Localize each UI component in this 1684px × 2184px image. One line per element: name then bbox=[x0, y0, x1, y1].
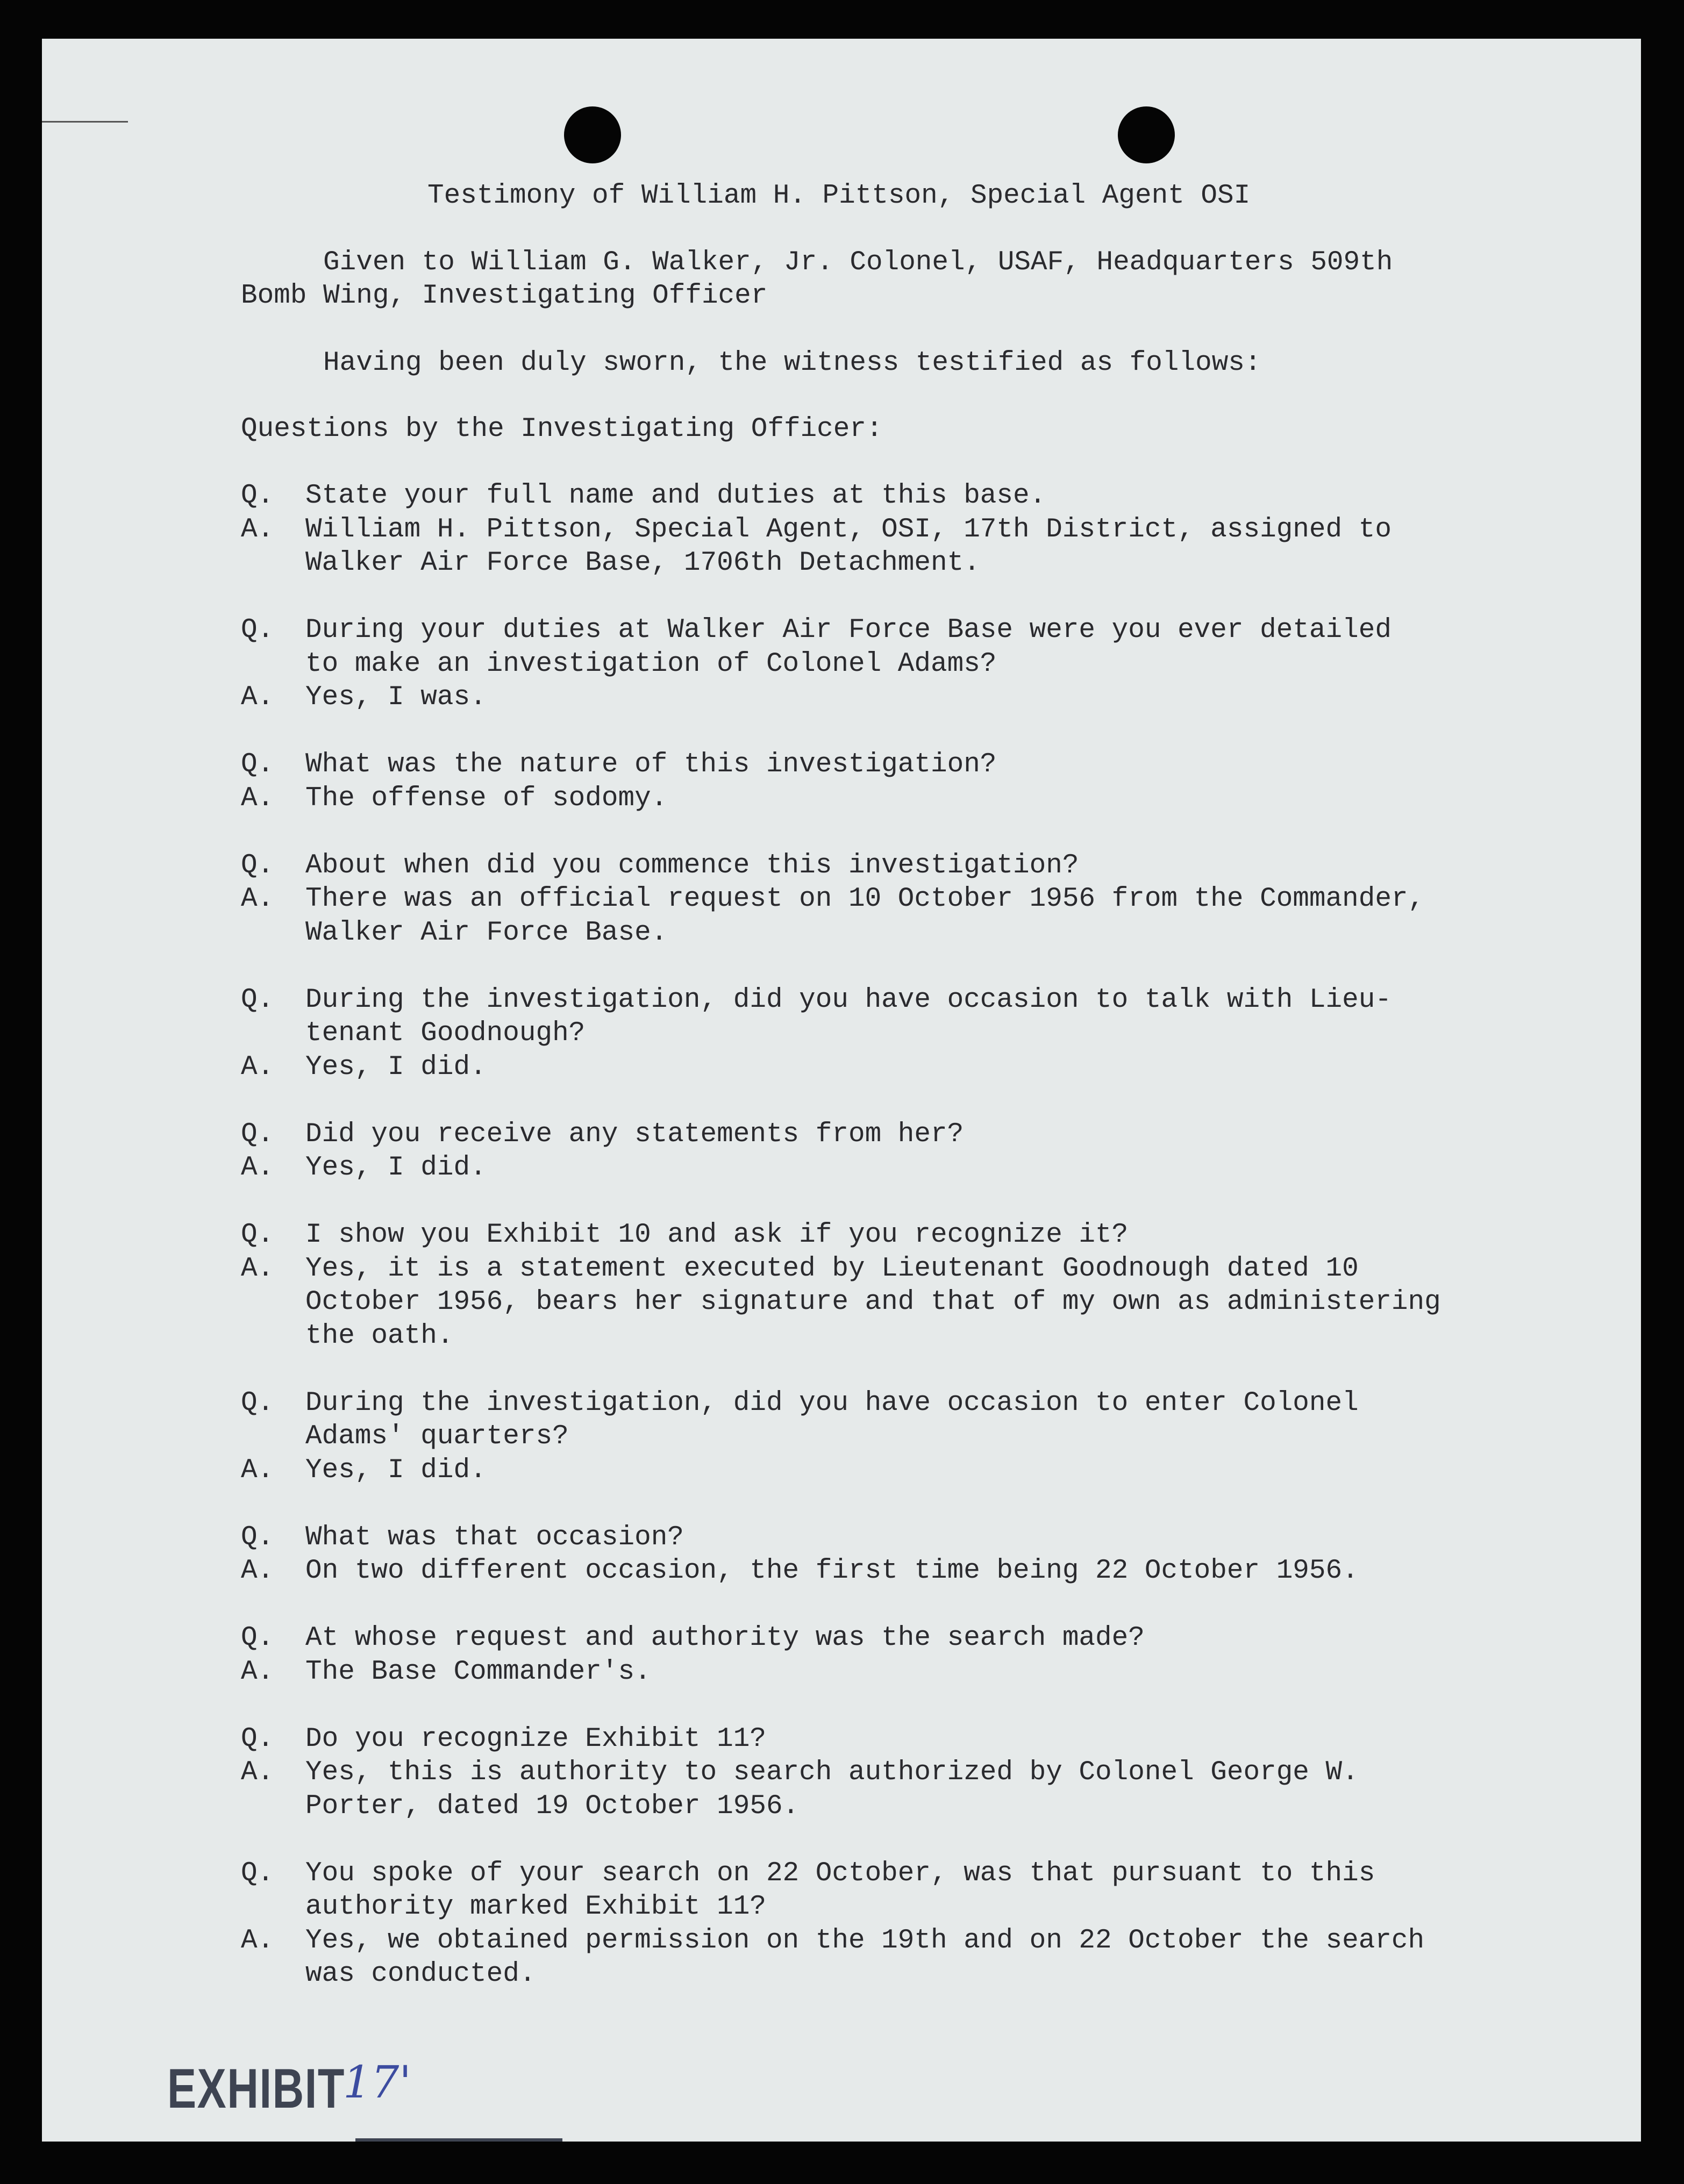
question-label: Q. bbox=[241, 1623, 274, 1653]
qa-pair bbox=[241, 1521, 1531, 1622]
question-text: During the investigation, did you have occasion to talk with Lieu- tenant Goodnough? bbox=[305, 984, 1392, 1049]
qa-pair bbox=[241, 1857, 1531, 1992]
exhibit-underline bbox=[355, 2138, 562, 2142]
sworn-statement: Having been duly sworn, the witness testified as follows: bbox=[241, 348, 1261, 378]
document-page bbox=[42, 39, 1641, 2142]
answer-label: A. bbox=[241, 884, 274, 914]
punch-hole bbox=[564, 106, 621, 163]
answer-text: Yes, we obtained permission on the 19th and on 22 October the search was conducted. bbox=[305, 1925, 1425, 1989]
answer-row bbox=[241, 782, 1531, 816]
answer-label: A. bbox=[241, 1556, 274, 1586]
answer-text: Yes, I was. bbox=[305, 682, 487, 713]
qa-pair bbox=[241, 614, 1531, 748]
given-to-line-1: Given to William G. Walker, Jr. Colonel, USAF, Headquarters 509th bbox=[241, 247, 1393, 278]
question-row bbox=[241, 1521, 1531, 1555]
exhibit-stamp: EXHIBIT bbox=[167, 2058, 345, 2120]
answer-row bbox=[241, 1555, 1531, 1588]
spacer bbox=[241, 950, 1531, 984]
answer-text: Yes, this is authority to search authorized by Colonel George W. Porter, dated 19 October 1956. bbox=[305, 1757, 1359, 1822]
question-text: You spoke of your search on 22 October, was that pursuant to this authority marked Exhibit 11? bbox=[305, 1858, 1375, 1922]
punch-hole bbox=[1118, 106, 1175, 163]
spacer bbox=[241, 1185, 1531, 1219]
answer-row bbox=[241, 681, 1531, 715]
document-title: Testimony of William H. Pittson, Special Agent OSI bbox=[427, 181, 1251, 211]
spacer bbox=[241, 1487, 1531, 1521]
answer-label: A. bbox=[241, 783, 274, 814]
qa-pair bbox=[241, 1118, 1531, 1219]
question-label: Q. bbox=[241, 749, 274, 780]
question-text: What was that occasion? bbox=[305, 1522, 684, 1553]
spacer bbox=[241, 581, 1531, 614]
question-row bbox=[241, 1857, 1531, 1924]
spacer bbox=[241, 1084, 1531, 1118]
answer-row bbox=[241, 1924, 1531, 1992]
question-row bbox=[241, 849, 1531, 883]
answer-text: There was an official request on 10 October 1956 from the Commander, Walker Air Force Base. bbox=[305, 884, 1425, 948]
qa-pair bbox=[241, 984, 1531, 1118]
qa-pair bbox=[241, 1723, 1531, 1857]
question-label: Q. bbox=[241, 850, 274, 881]
answer-text: Yes, I did. bbox=[305, 1455, 487, 1486]
spacer bbox=[241, 815, 1531, 849]
question-label: Q. bbox=[241, 984, 274, 1015]
qa-pair bbox=[241, 748, 1531, 849]
spacer bbox=[241, 1823, 1531, 1857]
qa-list bbox=[241, 479, 1531, 1992]
answer-row bbox=[241, 1252, 1531, 1354]
question-label: Q. bbox=[241, 481, 274, 511]
answer-label: A. bbox=[241, 1757, 274, 1788]
question-label: Q. bbox=[241, 1858, 274, 1889]
qa-pair bbox=[241, 1219, 1531, 1387]
answer-row bbox=[241, 1051, 1531, 1085]
question-row bbox=[241, 1118, 1531, 1152]
answer-row bbox=[241, 1756, 1531, 1823]
question-label: Q. bbox=[241, 1522, 274, 1553]
answer-label: A. bbox=[241, 1455, 274, 1486]
question-row bbox=[241, 984, 1531, 1051]
question-text: During the investigation, did you have occasion to enter Colonel Adams' quarters? bbox=[305, 1387, 1359, 1452]
answer-text: William H. Pittson, Special Agent, OSI, 17th District, assigned to Walker Air Force Base, 1706th Detachment. bbox=[305, 514, 1392, 578]
answer-label: A. bbox=[241, 514, 274, 545]
answer-row bbox=[241, 1454, 1531, 1488]
answer-label: A. bbox=[241, 1051, 274, 1083]
question-label: Q. bbox=[241, 1119, 274, 1150]
qa-pair bbox=[241, 1387, 1531, 1521]
question-label: Q. bbox=[241, 1220, 274, 1250]
question-row bbox=[241, 1219, 1531, 1252]
answer-text: The offense of sodomy. bbox=[305, 783, 668, 814]
question-row bbox=[241, 1622, 1531, 1656]
given-to-line-2: Bomb Wing, Investigating Officer bbox=[241, 281, 768, 311]
question-text: At whose request and authority was the search made? bbox=[305, 1623, 1145, 1653]
question-row bbox=[241, 748, 1531, 782]
answer-label: A. bbox=[241, 1656, 274, 1687]
exhibit-number-handwritten: 17' bbox=[343, 2057, 411, 2108]
spacer bbox=[241, 1689, 1531, 1723]
answer-row bbox=[241, 513, 1531, 581]
questions-heading: Questions by the Investigating Officer: bbox=[241, 414, 883, 445]
question-text: During your duties at Walker Air Force Base were you ever detailed to make an investigation of Colonel Adams? bbox=[305, 615, 1392, 679]
spacer bbox=[241, 715, 1531, 749]
question-label: Q. bbox=[241, 1723, 274, 1755]
qa-pair bbox=[241, 479, 1531, 614]
margin-mark bbox=[42, 121, 128, 123]
answer-row bbox=[241, 883, 1531, 950]
spacer bbox=[241, 1588, 1531, 1622]
question-row bbox=[241, 1387, 1531, 1454]
question-row bbox=[241, 1723, 1531, 1757]
qa-pair bbox=[241, 849, 1531, 984]
answer-text: Yes, I did. bbox=[305, 1051, 487, 1083]
question-row bbox=[241, 479, 1531, 513]
spacer bbox=[241, 1353, 1531, 1387]
answer-label: A. bbox=[241, 1253, 274, 1284]
question-text: Do you recognize Exhibit 11? bbox=[305, 1723, 766, 1755]
question-text: State your full name and duties at this base. bbox=[305, 481, 1046, 511]
question-label: Q. bbox=[241, 615, 274, 646]
answer-label: A. bbox=[241, 1152, 274, 1183]
answer-text: On two different occasion, the first time being 22 October 1956. bbox=[305, 1556, 1359, 1586]
question-text: Did you receive any statements from her? bbox=[305, 1119, 964, 1150]
qa-pair bbox=[241, 1622, 1531, 1723]
question-text: What was the nature of this investigation? bbox=[305, 749, 997, 780]
answer-label: A. bbox=[241, 682, 274, 713]
answer-row bbox=[241, 1656, 1531, 1689]
answer-label: A. bbox=[241, 1925, 274, 1956]
answer-text: The Base Commander's. bbox=[305, 1656, 651, 1687]
answer-text: Yes, I did. bbox=[305, 1152, 487, 1183]
question-text: About when did you commence this investigation? bbox=[305, 850, 1079, 881]
question-label: Q. bbox=[241, 1387, 274, 1419]
answer-row bbox=[241, 1151, 1531, 1185]
question-row bbox=[241, 614, 1531, 681]
question-text: I show you Exhibit 10 and ask if you recognize it? bbox=[305, 1220, 1129, 1250]
answer-text: Yes, it is a statement executed by Lieutenant Goodnough dated 10 October 1956, bears her signature and that of my own as administering the oath. bbox=[305, 1253, 1441, 1351]
